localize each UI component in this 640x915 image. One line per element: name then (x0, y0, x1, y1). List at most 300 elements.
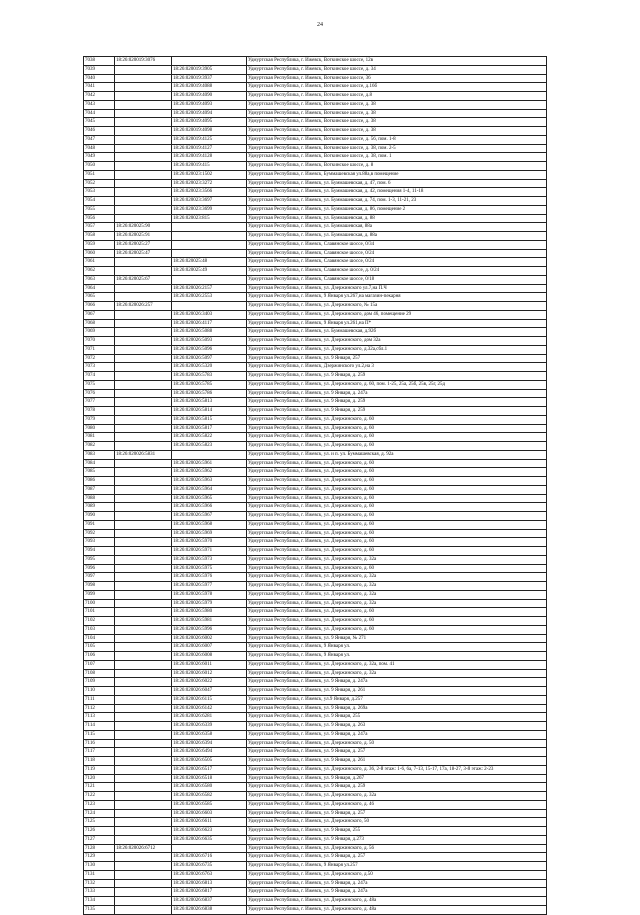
table-row (84, 188, 547, 197)
building-cadastral-number-cell: 18:26:020026:6763 (172, 870, 247, 879)
row-number-cell: 7133 (84, 888, 115, 897)
address-cell: Удмуртская Республика, г. Ижевск, Воткинское шоссе, д. 38 (247, 127, 547, 136)
table-row (84, 415, 547, 424)
building-cadastral-number-cell: 18:26:020026:5963 (172, 477, 247, 486)
land-plot-cadastral-number-cell (115, 660, 172, 669)
row-number-cell: 7069 (84, 328, 115, 337)
table-row (84, 774, 547, 783)
building-cadastral-number-cell: 18:26:020026:5966 (172, 503, 247, 512)
land-plot-cadastral-number-cell (115, 853, 172, 862)
building-cadastral-number-cell: 18:26:020026:6394 (172, 739, 247, 748)
land-plot-cadastral-number-cell (115, 319, 172, 328)
land-plot-cadastral-number-cell (115, 407, 172, 416)
land-plot-cadastral-number-cell (115, 135, 172, 144)
row-number-cell: 7044 (84, 109, 115, 118)
address-cell: Удмуртская Республика, г. Ижевск, Воткинское шоссе, д. 8 (247, 162, 547, 171)
table-row (84, 293, 547, 302)
row-number-cell: 7111 (84, 695, 115, 704)
table-row (84, 599, 547, 608)
table-row (84, 582, 547, 591)
row-number-cell: 7038 (84, 57, 115, 66)
building-cadastral-number-cell: 18:26:020026:6716 (172, 853, 247, 862)
table-row (84, 258, 547, 267)
table-row (84, 512, 547, 521)
table-row (84, 870, 547, 879)
row-number-cell: 7046 (84, 127, 115, 136)
address-cell: Удмуртская Республика, г. Ижевск, ул. Дзержинского, д. 60 (247, 468, 547, 477)
address-cell: Удмуртская Республика, г. Ижевск, ул. 9 Января, д. 247а (247, 888, 547, 897)
table-row (84, 109, 547, 118)
table-row (84, 879, 547, 888)
table-row (84, 284, 547, 293)
table-row (84, 538, 547, 547)
table-row (84, 485, 547, 494)
address-cell: Удмуртская Республика, г. Ижевск, ул. 9 Января, д.267 (247, 774, 547, 783)
table-row (84, 844, 547, 853)
building-cadastral-number-cell: 18:26:020019:3905 (172, 65, 247, 74)
land-plot-cadastral-number-cell (115, 625, 172, 634)
building-cadastral-number-cell: 18:26:020026:6012 (172, 669, 247, 678)
land-plot-cadastral-number-cell (115, 757, 172, 766)
land-plot-cadastral-number-cell (115, 415, 172, 424)
building-cadastral-number-cell: 18:26:020026:6635 (172, 835, 247, 844)
address-cell: Удмуртская Республика, г. Ижевск, ул. Дзержинского, д.32а,сбл.1 (247, 345, 547, 354)
address-cell: Удмуртская Республика, г. Ижевск, ул. 9 Января, д. 259 (247, 407, 547, 416)
address-cell: Удмуртская Республика, г. Ижевск, ул. Дзержинского, д.50 (247, 870, 547, 879)
land-plot-cadastral-number-cell (115, 345, 172, 354)
table-row (84, 389, 547, 398)
building-cadastral-number-cell: 18:26:020026:5969 (172, 529, 247, 538)
row-number-cell: 7123 (84, 800, 115, 809)
land-plot-cadastral-number-cell (115, 267, 172, 276)
building-cadastral-number-cell: 18:26:020026:5968 (172, 520, 247, 529)
address-cell: Удмуртская Республика, г. Ижевск, Славянское шоссе, 0/34 (247, 240, 547, 249)
land-plot-cadastral-number-cell (115, 205, 172, 214)
table-row (84, 372, 547, 381)
building-cadastral-number-cell: 18:26:020026:5978 (172, 590, 247, 599)
row-number-cell: 7047 (84, 135, 115, 144)
row-number-cell: 7103 (84, 625, 115, 634)
table-row (84, 328, 547, 337)
land-plot-cadastral-number-cell (115, 389, 172, 398)
building-cadastral-number-cell: 18:26:020026:6115 (172, 695, 247, 704)
row-number-cell: 7082 (84, 442, 115, 451)
table-row (84, 232, 547, 241)
row-number-cell: 7056 (84, 214, 115, 223)
address-cell: Удмуртская Республика, г. Ижевск, ул. Дзержинского, д. 60, пом. 1-25, 25а, 25б, 25в, 25г, 25д (247, 380, 547, 389)
address-cell: Удмуртская Республика, г. Ижевск, ул. Дзержинского, д. 32а (247, 582, 547, 591)
row-number-cell: 7134 (84, 897, 115, 906)
row-number-cell: 7112 (84, 704, 115, 713)
table-row (84, 748, 547, 757)
address-cell: Удмуртская Республика, г. Ижевск, ул. Буммашевская, д. 47, пом. 6 (247, 179, 547, 188)
land-plot-cadastral-number-cell (115, 520, 172, 529)
address-cell: Удмуртская Республика, г. Ижевск, ул. 9 Января, 257 (247, 354, 547, 363)
table-row (84, 267, 547, 276)
building-cadastral-number-cell: 18:26:020026:5973 (172, 555, 247, 564)
address-cell: Удмуртская Республика, г. Ижевск, ул. Дзержинского, д. 60 (247, 625, 547, 634)
address-cell: Удмуртская Республика, г. Ижевск, ул. Дзержинского, д. 32а, пом. 41 (247, 660, 547, 669)
address-cell: Удмуртская Республика, г. Ижевск, ул. 9 Января, д. 257 (247, 748, 547, 757)
address-cell: Удмуртская Республика, г. Ижевск, ул. 9 Января, д. 247а (247, 730, 547, 739)
address-cell: Удмуртская Республика, г. Ижевск, ул. 9 Января, 255 (247, 827, 547, 836)
address-cell: Удмуртская Республика, г. Ижевск, ул. Буммашевская, д. 42, помещения 1-4, 11-18 (247, 188, 547, 197)
table-row (84, 835, 547, 844)
building-cadastral-number-cell: 18:26:020019:415 (172, 162, 247, 171)
address-cell: Удмуртская Республика, г. Ижевск, ул. 9 Января, д. 261 (247, 757, 547, 766)
row-number-cell: 7108 (84, 669, 115, 678)
address-cell: Удмуртская Республика, г. Ижевск, ул. Дзержинского, д. 60 (247, 485, 547, 494)
address-cell: Удмуртская Республика, г. Ижевск, Воткинское шоссе, д.8 (247, 92, 547, 101)
address-cell: Удмуртская Республика, г. Ижевск, ул. Дзержинского, дом 46, помещение 29 (247, 310, 547, 319)
land-plot-cadastral-number-cell (115, 608, 172, 617)
address-cell: Удмуртская Республика, г. Ижевск, ул. Дзержинского, д. 60 (247, 564, 547, 573)
address-cell: Удмуртская Республика, г. Ижевск, ул. Дзержинского, д. 60 (247, 415, 547, 424)
row-number-cell: 7131 (84, 870, 115, 879)
table-row (84, 722, 547, 731)
table-row (84, 669, 547, 678)
land-plot-cadastral-number-cell (115, 678, 172, 687)
land-plot-cadastral-number-cell (115, 380, 172, 389)
building-cadastral-number-cell: 18:26:020026:5962 (172, 468, 247, 477)
address-cell: Удмуртская Республика, г. Ижевск, ул. Дзержинского, д. 60 (247, 617, 547, 626)
table-row (84, 144, 547, 153)
address-cell: Удмуртская Республика, г. Ижевск, ул. Дзержинского, д. 60 (247, 424, 547, 433)
building-cadastral-number-cell: 18:26:020019:4127 (172, 144, 247, 153)
building-cadastral-number-cell: 18:26:020026:5822 (172, 433, 247, 442)
address-cell: Удмуртская Республика, г. Ижевск, Воткинское шоссе, д. 38, пом. 2-5 (247, 144, 547, 153)
address-cell: Удмуртская Республика, г. Ижевск, ул. Дзержинского, д. 60 (247, 433, 547, 442)
row-number-cell: 7093 (84, 538, 115, 547)
row-number-cell: 7074 (84, 372, 115, 381)
building-cadastral-number-cell: 18:26:020026:5093 (172, 337, 247, 346)
land-plot-cadastral-number-cell (115, 652, 172, 661)
land-plot-cadastral-number-cell (115, 809, 172, 818)
building-cadastral-number-cell: 18:26:020019:4090 (172, 92, 247, 101)
building-cadastral-number-cell: 18:26:020026:6358 (172, 730, 247, 739)
row-number-cell: 7098 (84, 582, 115, 591)
building-cadastral-number-cell: 18:26:020019:4095 (172, 118, 247, 127)
table-row (84, 695, 547, 704)
table-row (84, 792, 547, 801)
address-cell: Удмуртская Республика, г. Ижевск, ул. Дзержинского, д. 60 (247, 547, 547, 556)
building-cadastral-number-cell: 18:26:020023:3272 (172, 179, 247, 188)
land-plot-cadastral-number-cell (115, 197, 172, 206)
land-plot-cadastral-number-cell (115, 897, 172, 906)
land-plot-cadastral-number-cell (115, 879, 172, 888)
building-cadastral-number-cell (172, 249, 247, 258)
row-number-cell: 7051 (84, 170, 115, 179)
address-cell: Удмуртская Республика, г. Ижевск, ул. 9 Января, д. 247а (247, 389, 547, 398)
address-cell: Удмуртская Республика, г. Ижевск, ул. Дзержинского, д. 32а (247, 590, 547, 599)
table-row (84, 547, 547, 556)
row-number-cell: 7057 (84, 223, 115, 232)
land-plot-cadastral-number-cell (115, 144, 172, 153)
land-plot-cadastral-number-cell (115, 818, 172, 827)
land-plot-cadastral-number-cell (115, 739, 172, 748)
land-plot-cadastral-number-cell: 18:26:020026:257 (115, 302, 172, 311)
address-cell: Удмуртская Республика, г. Ижевск, Славянское шоссе, д. 0/24 (247, 267, 547, 276)
address-cell: Удмуртская Республика, г. Ижевск, ул. Дзержинского, д. 60 (247, 512, 547, 521)
building-cadastral-number-cell: 18:26:020023:3699 (172, 205, 247, 214)
building-cadastral-number-cell: 18:26:020019:4088 (172, 83, 247, 92)
table-row (84, 205, 547, 214)
address-cell: Удмуртская Республика, г. Ижевск, ул. Дзержинского, д. 60 (247, 608, 547, 617)
building-cadastral-number-cell: 18:26:020023:1502 (172, 170, 247, 179)
address-cell: Удмуртская Республика, г. Ижевск, ул. Буммашевская, 88а (247, 223, 547, 232)
building-cadastral-number-cell: 18:26:020026:6281 (172, 713, 247, 722)
building-cadastral-number-cell: 18:26:020019:4093 (172, 100, 247, 109)
land-plot-cadastral-number-cell (115, 573, 172, 582)
address-cell: Удмуртская Республика, г. Ижевск, ул. Дзержинского, № 15а (247, 302, 547, 311)
land-plot-cadastral-number-cell (115, 477, 172, 486)
table-row (84, 888, 547, 897)
row-number-cell: 7094 (84, 547, 115, 556)
address-cell: Удмуртская Республика, г. Ижевск, ул. Дзержинского, д. 48а (247, 905, 547, 914)
land-plot-cadastral-number-cell (115, 354, 172, 363)
row-number-cell: 7053 (84, 188, 115, 197)
row-number-cell: 7085 (84, 468, 115, 477)
building-cadastral-number-cell: 18:26:020026:5975 (172, 564, 247, 573)
building-cadastral-number-cell: 18:26:020019:4094 (172, 109, 247, 118)
building-cadastral-number-cell: 18:26:020026:6008 (172, 652, 247, 661)
address-cell: Удмуртская Республика, г. Ижевск, ул. 9 Января, № 271 (247, 634, 547, 643)
table-row (84, 634, 547, 643)
land-plot-cadastral-number-cell (115, 363, 172, 372)
row-number-cell: 7072 (84, 354, 115, 363)
land-plot-cadastral-number-cell (115, 555, 172, 564)
address-cell: Удмуртская Республика, г. Ижевск, ул. 9 Января, д. 269а (247, 704, 547, 713)
table-row (84, 783, 547, 792)
table-row (84, 83, 547, 92)
land-plot-cadastral-number-cell (115, 765, 172, 774)
building-cadastral-number-cell: 18:26:020026:6517 (172, 765, 247, 774)
building-cadastral-number-cell: 18:26:020026:6623 (172, 827, 247, 836)
row-number-cell: 7078 (84, 407, 115, 416)
address-cell: Удмуртская Республика, г. Ижевск, Буммашевская ул.88а,в помещение (247, 170, 547, 179)
row-number-cell: 7092 (84, 529, 115, 538)
row-number-cell: 7087 (84, 485, 115, 494)
building-cadastral-number-cell: 18:26:020026:5823 (172, 442, 247, 451)
land-plot-cadastral-number-cell (115, 328, 172, 337)
address-cell: Удмуртская Республика, г. Ижевск, ул. 9 Января, д. 259 (247, 783, 547, 792)
land-plot-cadastral-number-cell (115, 713, 172, 722)
building-cadastral-number-cell: 18:26:020026:6047 (172, 687, 247, 696)
row-number-cell: 7059 (84, 240, 115, 249)
land-plot-cadastral-number-cell (115, 503, 172, 512)
land-plot-cadastral-number-cell (115, 870, 172, 879)
row-number-cell: 7121 (84, 783, 115, 792)
address-cell: Удмуртская Республика, г. Ижевск, ул. 9 Января, д. 261 (247, 687, 547, 696)
building-cadastral-number-cell: 18:26:020026:5961 (172, 459, 247, 468)
building-cadastral-number-cell: 18:26:020026:6603 (172, 809, 247, 818)
row-number-cell: 7114 (84, 722, 115, 731)
address-cell: Удмуртская Республика, г. Ижевск, 9 Января ул.257 (247, 862, 547, 871)
address-cell: Удмуртская Республика, г. Ижевск, ул. Дзержинского, д. 56 (247, 844, 547, 853)
land-plot-cadastral-number-cell (115, 372, 172, 381)
land-plot-cadastral-number-cell (115, 442, 172, 451)
table-row (84, 494, 547, 503)
row-number-cell: 7120 (84, 774, 115, 783)
land-plot-cadastral-number-cell (115, 835, 172, 844)
row-number-cell: 7040 (84, 74, 115, 83)
address-cell: Удмуртская Республика, г. Ижевск, ул. Буммашевская, д. 86, помещение 2 (247, 205, 547, 214)
land-plot-cadastral-number-cell (115, 424, 172, 433)
building-cadastral-number-cell: 18:26:020026:2553 (172, 293, 247, 302)
address-cell: Удмуртская Республика, г. Ижевск, ул. Дзержинского, д. 32а (247, 669, 547, 678)
row-number-cell: 7052 (84, 179, 115, 188)
row-number-cell: 7118 (84, 757, 115, 766)
land-plot-cadastral-number-cell (115, 748, 172, 757)
address-cell: Удмуртская Республика, г. Ижевск, Воткинское шоссе, д. 38 (247, 100, 547, 109)
building-cadastral-number-cell: 18:26:020019:4098 (172, 127, 247, 136)
building-cadastral-number-cell: 18:26:020026:5815 (172, 415, 247, 424)
row-number-cell: 7062 (84, 267, 115, 276)
table-row (84, 800, 547, 809)
building-cadastral-number-cell: 18:26:020026:5097 (172, 354, 247, 363)
table-row (84, 433, 547, 442)
row-number-cell: 7113 (84, 713, 115, 722)
land-plot-cadastral-number-cell (115, 730, 172, 739)
row-number-cell: 7041 (84, 83, 115, 92)
table-row (84, 617, 547, 626)
address-cell: Удмуртская Республика, г. Ижевск, ул. Дзержинского, д. 48а (247, 897, 547, 906)
row-number-cell: 7119 (84, 765, 115, 774)
row-number-cell: 7064 (84, 284, 115, 293)
address-cell: Удмуртская Республика, г. Ижевск, Воткинское шоссе, д. 38 (247, 109, 547, 118)
table-row (84, 608, 547, 617)
land-plot-cadastral-number-cell (115, 83, 172, 92)
table-row (84, 564, 547, 573)
land-plot-cadastral-number-cell (115, 564, 172, 573)
land-plot-cadastral-number-cell (115, 170, 172, 179)
building-cadastral-number-cell: 18:26:020026:5967 (172, 512, 247, 521)
address-cell: Удмуртская Республика, г. Ижевск, ул. 9 Января, д.273 (247, 835, 547, 844)
table-row (84, 827, 547, 836)
building-cadastral-number-cell: 18:26:020026:6580 (172, 783, 247, 792)
address-cell: Удмуртская Республика, г. Ижевск, 9 Января ул. (247, 643, 547, 652)
row-number-cell: 7122 (84, 792, 115, 801)
land-plot-cadastral-number-cell: 18:26:020025:47 (115, 249, 172, 258)
building-cadastral-number-cell: 18:26:020026:6585 (172, 800, 247, 809)
building-cadastral-number-cell (172, 240, 247, 249)
table-row (84, 643, 547, 652)
building-cadastral-number-cell: 18:26:020019:4128 (172, 153, 247, 162)
address-cell: Удмуртская Республика, г. Ижевск, ул. Дзержинского ул.7,на П.Ч (247, 284, 547, 293)
row-number-cell: 7097 (84, 573, 115, 582)
building-cadastral-number-cell (172, 275, 247, 284)
row-number-cell: 7045 (84, 118, 115, 127)
row-number-cell: 7050 (84, 162, 115, 171)
address-cell: Удмуртская Республика, г. Ижевск, ул. Дзержинского, д. 60 (247, 538, 547, 547)
address-cell: Удмуртская Республика, г. Ижевск, Воткинское шоссе, д. 38, пом. 1 (247, 153, 547, 162)
address-cell: Удмуртская Республика, г. Ижевск, Дзержинского ул.2,на 3 (247, 363, 547, 372)
land-plot-cadastral-number-cell: 18:26:020026:5831 (115, 450, 172, 459)
address-cell: Удмуртская Республика, г. Ижевск, 9 Января ул.261,на П* (247, 319, 547, 328)
land-plot-cadastral-number-cell (115, 774, 172, 783)
address-cell: Удмуртская Республика, г. Ижевск, ул. 9 Января, д. 247а (247, 678, 547, 687)
table-row (84, 319, 547, 328)
table-row (84, 442, 547, 451)
address-cell: Удмуртская Республика, г. Ижевск, ул. 9 Января, 255 (247, 713, 547, 722)
building-cadastral-number-cell (172, 844, 247, 853)
address-cell: Удмуртская Республика, г. Ижевск, ул. Буммашевская, д. 88 (247, 214, 547, 223)
land-plot-cadastral-number-cell (115, 582, 172, 591)
row-number-cell: 7110 (84, 687, 115, 696)
row-number-cell: 7055 (84, 205, 115, 214)
land-plot-cadastral-number-cell (115, 888, 172, 897)
building-cadastral-number-cell: 18:26:020026:6011 (172, 660, 247, 669)
address-cell: Удмуртская Республика, г. Ижевск, ул. Дзержинского, д. 60 (247, 520, 547, 529)
table-row (84, 170, 547, 179)
address-cell: Удмуртская Республика, г. Ижевск, ул. Дзержинского, д. 36, 2-й этаж: 1-6, 6а, 7-13, 15-17, 17а, 18-27, 3-й этаж: 2-23 (247, 765, 547, 774)
table-row (84, 162, 547, 171)
address-cell: Удмуртская Республика, г. Ижевск, ул. 9 Января, д. 259 (247, 398, 547, 407)
row-number-cell: 7090 (84, 512, 115, 521)
row-number-cell: 7117 (84, 748, 115, 757)
building-cadastral-number-cell: 18:26:020025:49 (172, 267, 247, 276)
address-cell: Удмуртская Республика, г. Ижевск, ул. Дзержинского, дом 32а (247, 337, 547, 346)
land-plot-cadastral-number-cell (115, 617, 172, 626)
row-number-cell: 7124 (84, 809, 115, 818)
address-cell: Удмуртская Республика, г. Ижевск, ул. Дзержинского, д. 32а (247, 792, 547, 801)
row-number-cell: 7096 (84, 564, 115, 573)
table-row (84, 459, 547, 468)
table-row (84, 687, 547, 696)
building-cadastral-number-cell: 18:26:020025:48 (172, 258, 247, 267)
land-plot-cadastral-number-cell (115, 92, 172, 101)
table-row (84, 573, 547, 582)
table-row (84, 897, 547, 906)
address-cell: Удмуртская Республика, г. Ижевск, ул. Дзержинского, д. 60 (247, 494, 547, 503)
row-number-cell: 7073 (84, 363, 115, 372)
land-plot-cadastral-number-cell (115, 100, 172, 109)
address-cell: Удмуртская Республика, г. Ижевск, ул. Дзержинского, д. 60 (247, 442, 547, 451)
land-plot-cadastral-number-cell: 18:26:020025:91 (115, 232, 172, 241)
table-row (84, 197, 547, 206)
building-cadastral-number-cell: 18:26:020026:2157 (172, 284, 247, 293)
row-number-cell: 7104 (84, 634, 115, 643)
address-cell: Удмуртская Республика, г. Ижевск, Славянское шоссе, 0/24 (247, 249, 547, 258)
table-row (84, 730, 547, 739)
building-cadastral-number-cell: 18:26:020026:6494 (172, 748, 247, 757)
table-row (84, 625, 547, 634)
building-cadastral-number-cell (172, 223, 247, 232)
row-number-cell: 7126 (84, 827, 115, 836)
building-cadastral-number-cell: 18:26:020026:6022 (172, 678, 247, 687)
building-cadastral-number-cell: 18:26:020026:5965 (172, 494, 247, 503)
row-number-cell: 7043 (84, 100, 115, 109)
address-cell: Удмуртская Республика, г. Ижевск, 9 Января ул.267,на магазин-пекарня (247, 293, 547, 302)
land-plot-cadastral-number-cell (115, 643, 172, 652)
table-row (84, 678, 547, 687)
row-number-cell: 7089 (84, 503, 115, 512)
page-number: 24 (317, 22, 323, 28)
building-cadastral-number-cell: 18:26:020026:6582 (172, 792, 247, 801)
table-row (84, 809, 547, 818)
row-number-cell: 7039 (84, 65, 115, 74)
row-number-cell: 7067 (84, 310, 115, 319)
table-row (84, 468, 547, 477)
row-number-cell: 7083 (84, 450, 115, 459)
land-plot-cadastral-number-cell (115, 669, 172, 678)
building-cadastral-number-cell: 18:26:020026:5786 (172, 389, 247, 398)
table-row (84, 905, 547, 914)
land-plot-cadastral-number-cell (115, 468, 172, 477)
land-plot-cadastral-number-cell (115, 485, 172, 494)
building-cadastral-number-cell: 18:26:020026:5964 (172, 485, 247, 494)
row-number-cell: 7106 (84, 652, 115, 661)
